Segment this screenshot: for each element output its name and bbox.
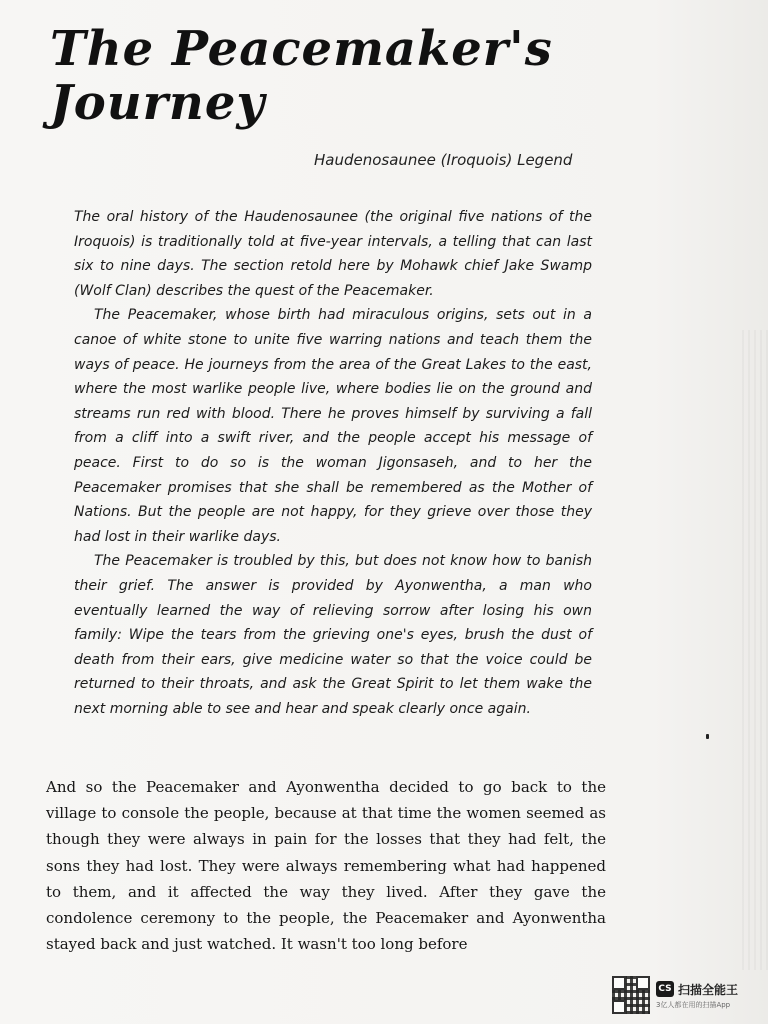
intro-paragraph-1: The oral history of the Haudenosaunee (the original five nations of the Iroquois) is traditionally told at five-year intervals, a telling that can last six to nine days. The section retold here by Mohawk chief Jake Swamp (Wolf Clan) describes the quest of the Peacemaker. <box>74 209 592 299</box>
camscanner-logo-icon: CS <box>656 981 674 997</box>
intro-section <box>74 205 592 721</box>
intro-paragraph-3: The Peacemaker is troubled by this, but does not know how to banish their grief. The answer is provided by Ayonwentha, a man who eventually learned the way of relieving sorrow after losing his own family: Wipe the tears from the grieving one's eyes, brush the dust of death from their ears, give medicine water so that the voice could be returned to their throats, and ask the Great Spirit to let them wake the next morning able to see and hear and speak clearly once again. <box>74 553 592 717</box>
subtitle: Haudenosaunee (Iroquois) Legend <box>314 151 573 169</box>
title-line-2: Journey <box>50 75 266 131</box>
page-edge-shadow <box>738 330 768 970</box>
intro-paragraph-2: The Peacemaker, whose birth had miraculous origins, sets out in a canoe of white stone to unite five warring nations and teach them the ways of peace. He journeys from the area of the Great Lakes to the east, where the most warlike people live, where bodies lie on the ground and streams run red with blood. There he proves himself by surviving a fall from a cliff into a swift river, and the people accept his message of peace. First to do so is the woman Jigonsaseh, and to her the Peacemaker promises that she shall be remembered as the Mother of Nations. But the people are not happy, for they grieve over those they had lost in their warlike days. <box>74 307 592 545</box>
story-body <box>46 774 606 957</box>
scan-speck <box>706 734 709 739</box>
watermark-app-name: 扫描全能王 <box>678 982 739 997</box>
title-line-1: The Peacemaker's <box>50 21 553 77</box>
page-title <box>50 22 690 130</box>
body-paragraph-1: And so the Peacemaker and Ayonwentha decided to go back to the village to console the people, because at that time the women seemed as though they were always in pain for the losses that they had felt, the sons they had lost. They were always remembering what had happened to them, and it affected the way they lived. After they gave the condolence ceremony to the people, the Peacemaker and Ayonwentha stayed back and just watched. It wasn't too long before <box>46 778 606 954</box>
watermark-text <box>656 981 738 1010</box>
watermark-tagline: 3亿人都在用的扫描App <box>656 1000 731 1009</box>
scanner-watermark <box>612 972 764 1018</box>
qr-code-icon <box>612 976 650 1014</box>
